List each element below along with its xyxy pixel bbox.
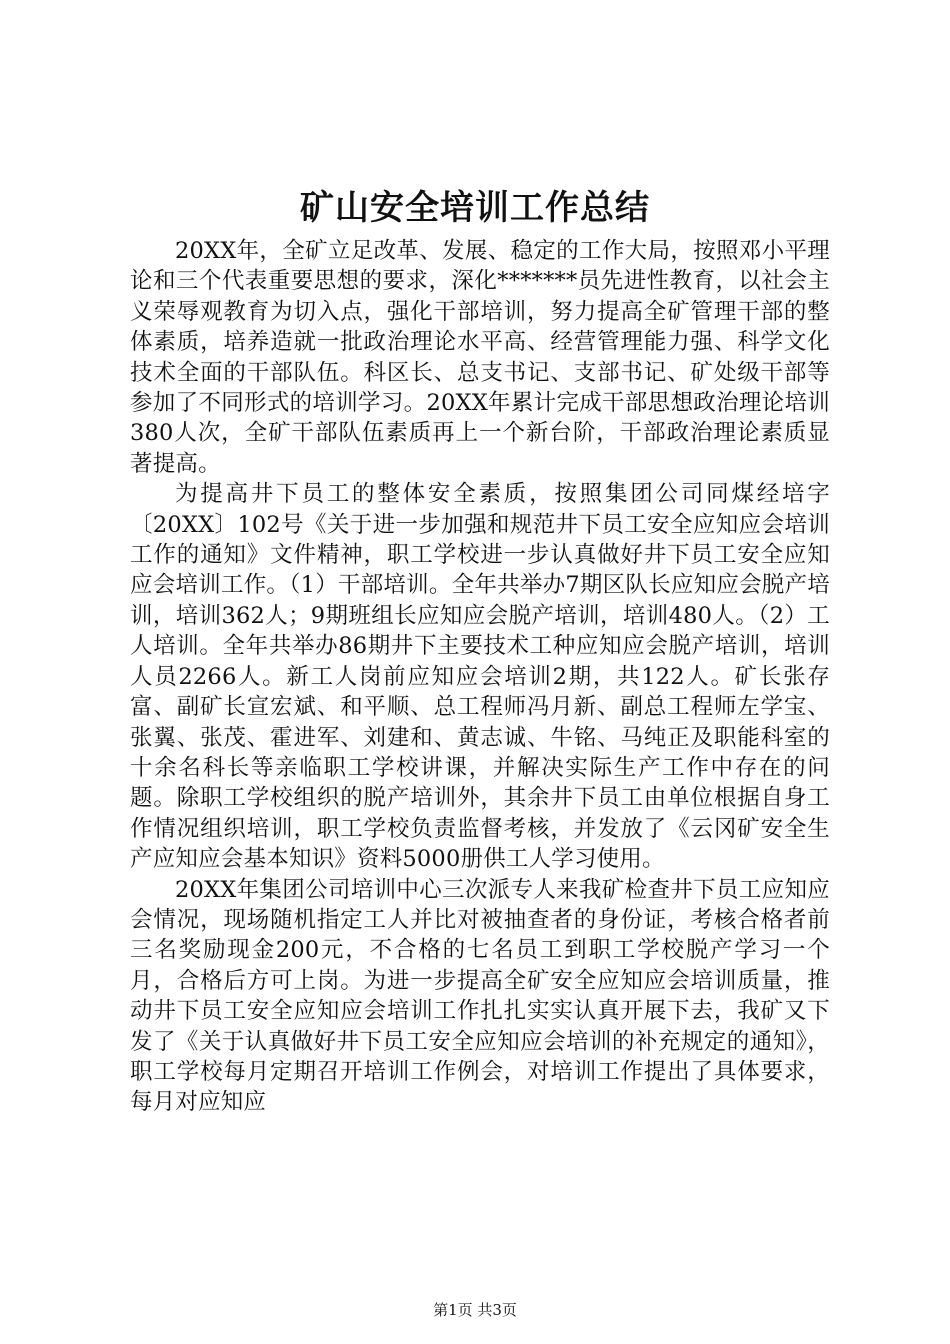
document-body: [130, 236, 830, 1118]
paragraph-1: 20XX年，全矿立足改革、发展、稳定的工作大局，按照邓小平理论和三个代表重要思想的要求，深化*******员先进性教育，以社会主义荣辱观教育为切入点，强化干部培训，努力提高全矿管理干部的整体素质，培养造就一批政治理论水平高、经营管理能力强、科学文化技术全面的干部队伍。科区长、总支书记、支部书记、矿处级干部等参加了不同形式的培训学习。20XX年累计完成干部思想政治理论培训380人次，全矿干部队伍素质再上一个新台阶，干部政治理论素质显著提高。: [130, 238, 830, 477]
paragraph-2: 为提高井下员工的整体安全素质，按照集团公司同煤经培字〔20XX〕102号《关于进一步加强和规范井下员工安全应知应会培训工作的通知》文件精神，职工学校进一步认真做好井下员工安全应知应会培训工作。（1）干部培训。全年共举办7期区队长应知应会脱产培训，培训362人；9期班组长应知应会脱产培训，培训480人。（2）工人培训。全年共举办86期井下主要技术工种应知应会脱产培训，培训人员2266人。新工人岗前应知应会培训2期，共122人。矿长张存富、副矿长宣宏斌、和平顺、总工程师冯月新、副总工程师左学宝、张翼、张茂、霍进军、刘建和、黄志诚、牛铭、马纯正及职能科室的十余名科长等亲临职工学校讲课，并解决实际生产工作中存在的问题。除职工学校组织的脱产培训外，其余井下员工由单位根据自身工作情况组织培训，职工学校负责监督考核，并发放了《云冈矿安全生产应知应会基本知识》资料5000册供工人学习使用。: [130, 481, 830, 873]
document-title: 矿山安全培训工作总结: [300, 188, 650, 228]
paragraph-3: 20XX年集团公司培训中心三次派专人来我矿检查井下员工应知应会情况，现场随机指定工人并比对被抽查者的身份证，考核合格者前三名奖励现金200元，不合格的七名员工到职工学校脱产学习一个月，合格后方可上岗。为进一步提高全矿安全应知应会培训质量，推动井下员工安全应知应会培训工作扎扎实实认真开展下去，我矿又下发了《关于认真做好井下员工安全应知应会培训的补充规定的通知》，职工学校每月定期召开培训工作例会，对培训工作提出了具体要求，每月对应知应: [130, 876, 830, 1116]
page-footer: 第1页 共3页: [433, 1301, 517, 1319]
